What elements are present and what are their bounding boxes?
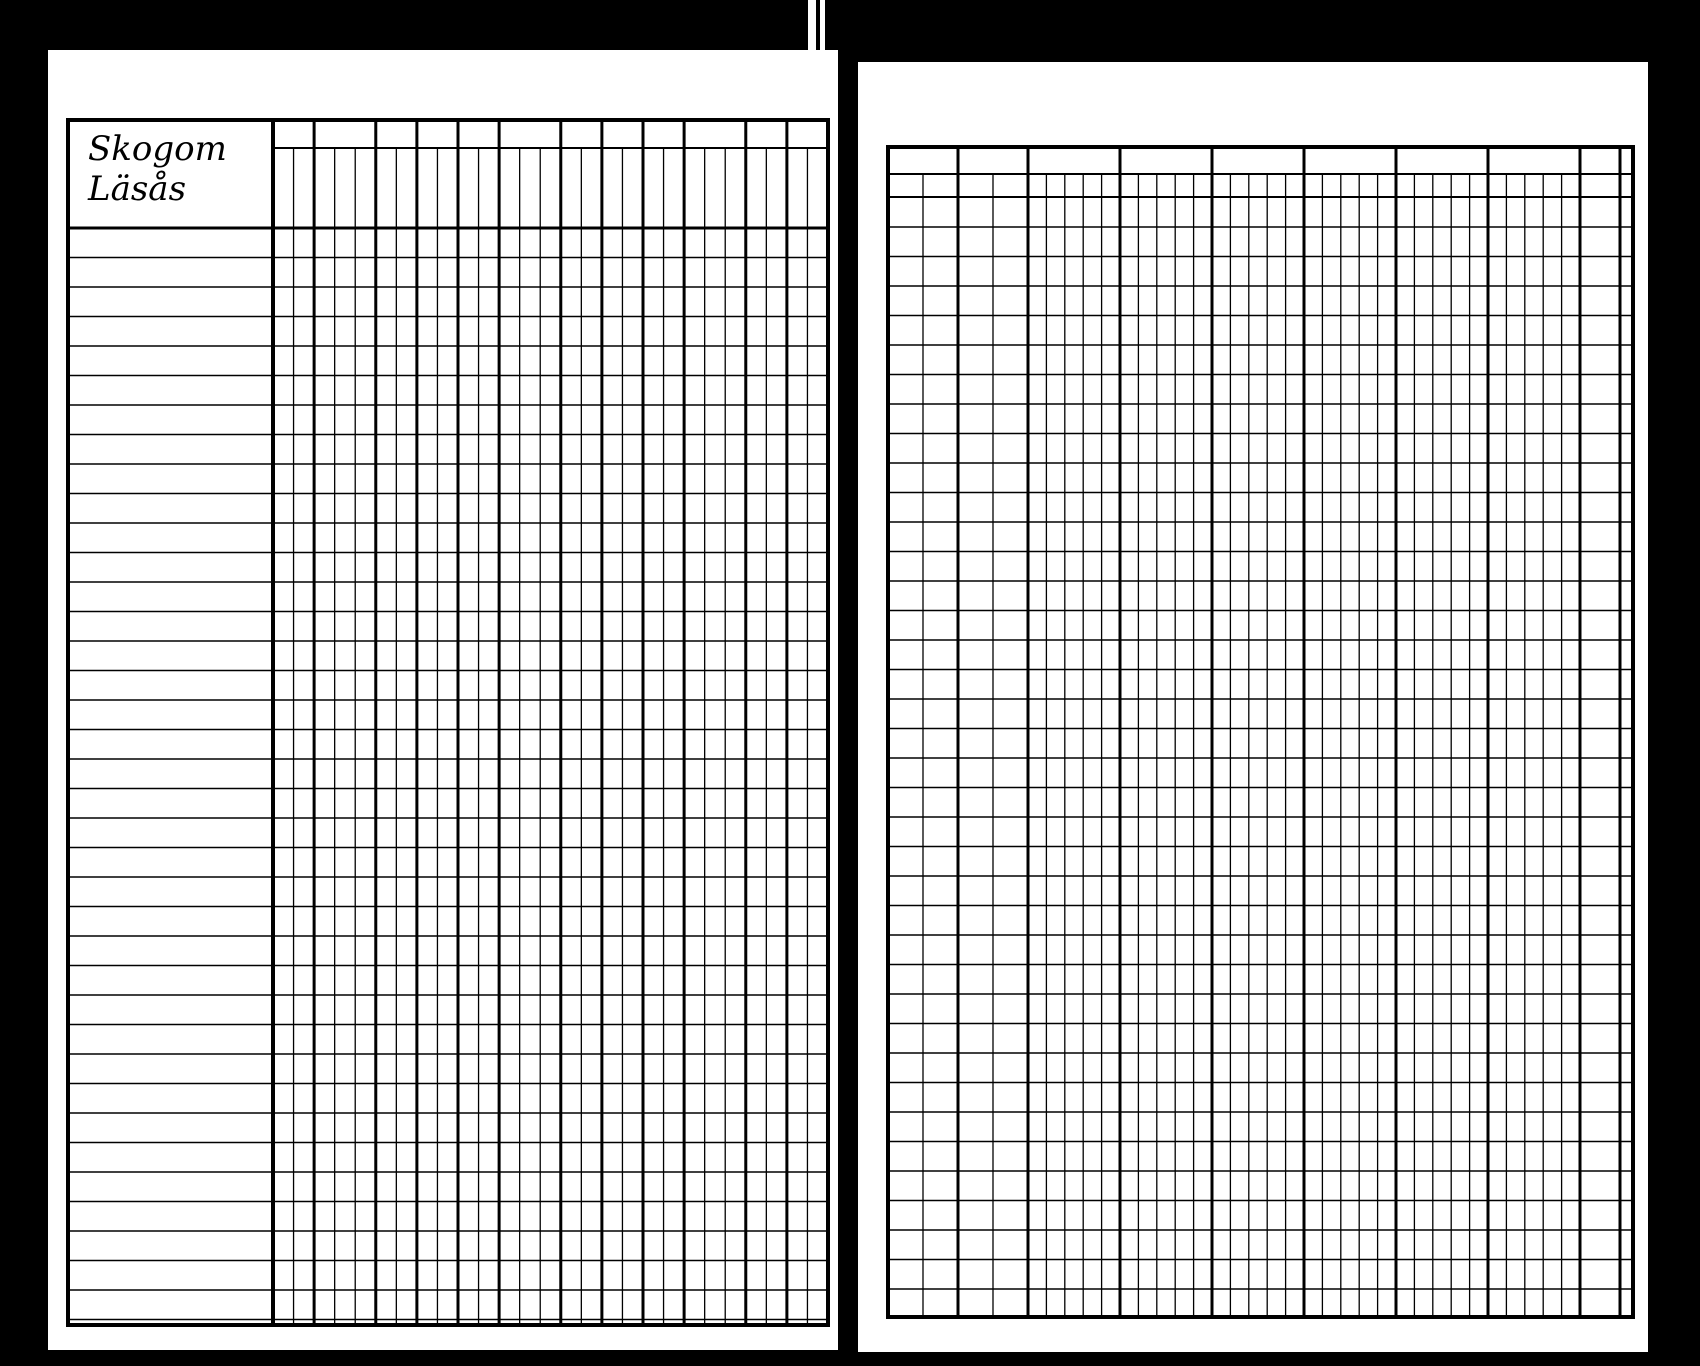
left-register-page (48, 50, 838, 1350)
left-register-grid (48, 50, 838, 1350)
left-table-border (68, 120, 828, 1325)
village-name-line2: Läsås (88, 169, 187, 209)
right-register-page (858, 62, 1648, 1352)
right-register-grid (858, 62, 1648, 1352)
village-name-line1: Skogom (88, 129, 227, 169)
